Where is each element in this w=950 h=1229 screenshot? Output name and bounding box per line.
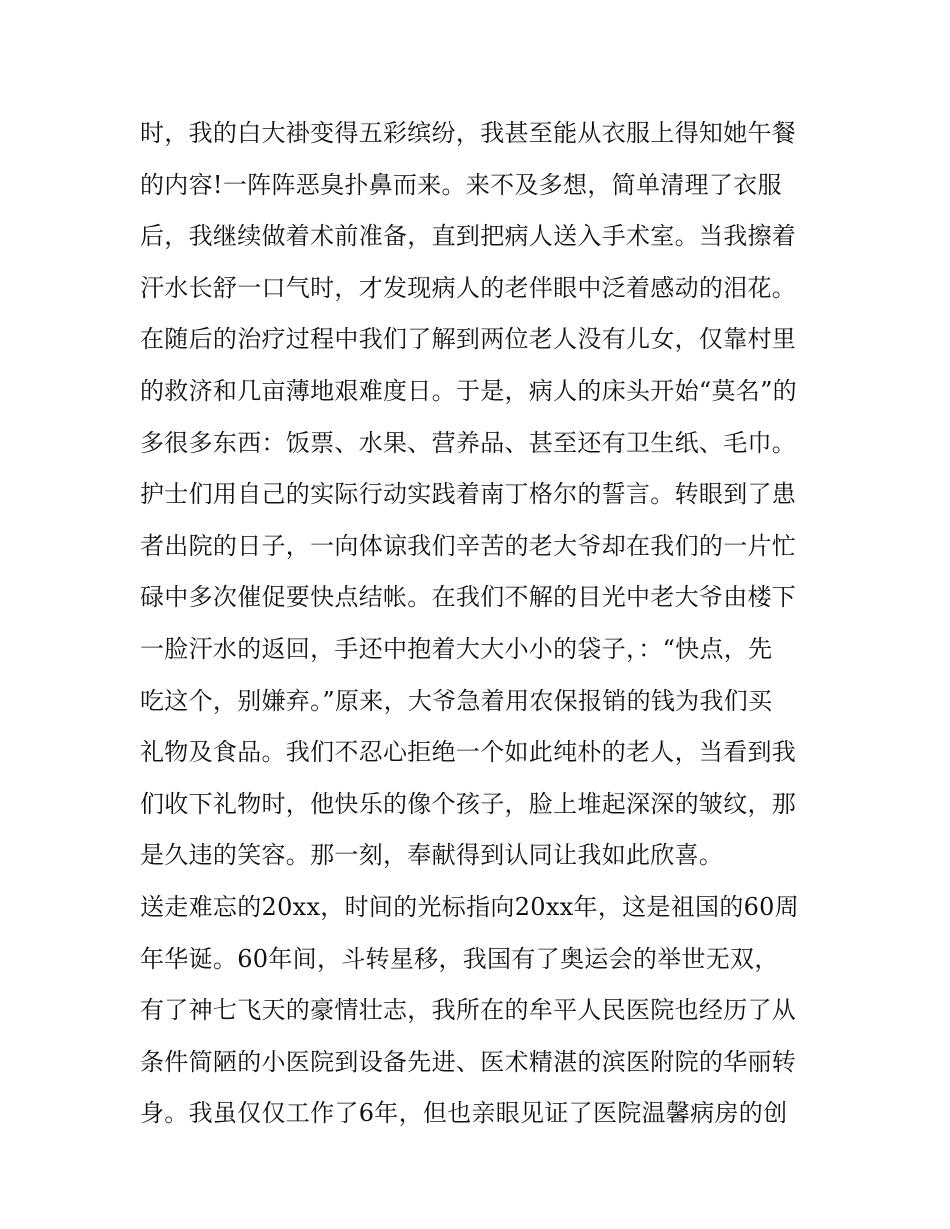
text-line: 吃这个，别嫌弃。”原来，大爷急着用农保报销的钱为我们买: [140, 686, 773, 715]
text-line: 们收下礼物时，他快乐的像个孩子，脸上堆起深深的皱纹，那: [140, 789, 797, 818]
text-line: 汗水长舒一口气时，才发现病人的老伴眼中泛着感动的泪花。: [140, 273, 797, 302]
text-line: 是久违的笑容。那一刻，奉献得到认同让我如此欣喜。: [140, 841, 724, 870]
text-line: 护士们用自己的实际行动实践着南丁格尔的誓言。转眼到了患: [140, 480, 797, 509]
text-line: 时，我的白大褂变得五彩缤纷，我甚至能从衣服上得知她午餐: [140, 119, 797, 147]
text-line: 送走难忘的20xx，时间的光标指向20xx年，这是祖国的60周: [140, 892, 800, 921]
text-line: 的内容!一阵阵恶臭扑鼻而来。来不及多想，简单清理了衣服: [140, 170, 782, 199]
text-line: 条件简陋的小医院到设备先进、医术精湛的滨医附院的华丽转: [140, 1047, 797, 1076]
body-text: [140, 108, 820, 1140]
text-line: 碌中多次催促要快点结帐。在我们不解的目光中老大爷由楼下: [140, 583, 797, 612]
text-line: 在随后的治疗过程中我们了解到两位老人没有儿女，仅靠村里: [140, 325, 797, 354]
text-line: 多很多东西：饭票、水果、营养品、甚至还有卫生纸、毛巾。: [140, 428, 797, 457]
text-line: 有了神七飞天的豪情壮志，我所在的牟平人民医院也经历了从: [140, 996, 797, 1025]
text-line: 者出院的日子，一向体谅我们辛苦的老大爷却在我们的一片忙: [140, 531, 797, 560]
text-line: 一脸汗水的返回，手还中抱着大大小小的袋子，：“快点，先: [140, 634, 773, 663]
text-line: 年华诞。60年间，斗转星移，我国有了奥运会的举世无双，: [140, 944, 779, 973]
text-line: 身。我虽仅仅工作了6年，但也亲眼见证了医院温馨病房的创: [140, 1099, 788, 1128]
text-line: 后，我继续做着术前准备，直到把病人送入手术室。当我擦着: [140, 222, 797, 251]
text-line: 礼物及食品。我们不忍心拒绝一个如此纯朴的老人，当看到我: [140, 738, 797, 767]
text-line: 的救济和几亩薄地艰难度日。于是，病人的床头开始“莫名”的: [140, 376, 797, 405]
